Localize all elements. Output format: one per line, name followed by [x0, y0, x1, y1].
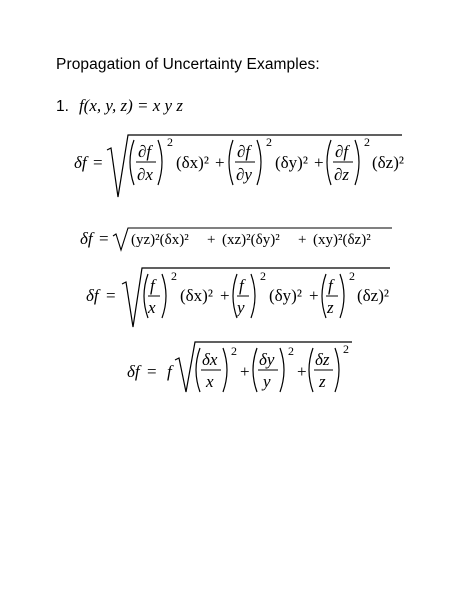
- svg-text:∂f: ∂f: [335, 142, 349, 161]
- svg-text:+: +: [220, 286, 230, 305]
- svg-text:+: +: [215, 153, 225, 172]
- svg-text:=: =: [106, 286, 116, 305]
- svg-text:+: +: [298, 232, 307, 248]
- svg-text:+: +: [309, 286, 319, 305]
- svg-text:y: y: [263, 372, 271, 391]
- svg-text:x: x: [206, 372, 214, 391]
- svg-text:(yz)²(δx)²: (yz)²(δx)²: [131, 232, 189, 248]
- svg-text:δx: δx: [202, 350, 218, 369]
- svg-text:∂y: ∂y: [236, 165, 252, 184]
- svg-text:=: =: [99, 229, 109, 248]
- svg-text:∂x: ∂x: [137, 165, 153, 184]
- page-heading: Propagation of Uncertainty Examples:: [56, 56, 320, 73]
- svg-text:2: 2: [171, 269, 177, 283]
- svg-text:δy: δy: [259, 350, 275, 369]
- example-number: 1.: [56, 98, 69, 115]
- svg-text:2: 2: [231, 344, 237, 358]
- svg-text:z: z: [327, 298, 334, 317]
- svg-text:f: f: [328, 276, 333, 295]
- example-function: f(x, y, z) = x y z: [78, 96, 183, 115]
- svg-text:z: z: [319, 372, 326, 391]
- svg-text:+: +: [314, 153, 324, 172]
- svg-text:+: +: [207, 232, 216, 248]
- equation-3-lhs: δf: [86, 286, 99, 305]
- svg-text:2: 2: [260, 269, 266, 283]
- svg-text:f: f: [167, 362, 172, 381]
- svg-text:(δy)²: (δy)²: [269, 286, 302, 305]
- svg-text:2: 2: [343, 342, 349, 356]
- svg-text:2: 2: [266, 135, 272, 149]
- svg-text:x: x: [148, 298, 156, 317]
- svg-text:=: =: [93, 153, 103, 172]
- svg-text:(δz)²: (δz)²: [372, 153, 404, 172]
- svg-text:(xz)²(δy)²: (xz)²(δy)²: [222, 232, 280, 248]
- svg-text:∂f: ∂f: [237, 142, 251, 161]
- svg-text:f: f: [150, 276, 155, 295]
- svg-text:+: +: [297, 362, 307, 381]
- svg-text:∂z: ∂z: [334, 165, 350, 184]
- svg-text:2: 2: [288, 344, 294, 358]
- equation-1-lhs: δf: [74, 153, 87, 172]
- svg-text:∂f: ∂f: [138, 142, 152, 161]
- svg-text:(δx)²: (δx)²: [176, 153, 209, 172]
- svg-text:y: y: [237, 298, 245, 317]
- svg-text:(δy)²: (δy)²: [275, 153, 308, 172]
- svg-text:δz: δz: [315, 350, 330, 369]
- svg-text:f: f: [239, 276, 244, 295]
- svg-text:(δx)²: (δx)²: [180, 286, 213, 305]
- svg-text:2: 2: [364, 135, 370, 149]
- svg-text:(δz)²: (δz)²: [357, 286, 389, 305]
- svg-text:=: =: [147, 362, 157, 381]
- equation-4-lhs: δf: [127, 362, 140, 381]
- svg-text:(xy)²(δz)²: (xy)²(δz)²: [313, 232, 371, 248]
- svg-text:+: +: [240, 362, 250, 381]
- equation-2-lhs: δf: [80, 229, 93, 248]
- svg-text:2: 2: [167, 135, 173, 149]
- svg-text:2: 2: [349, 269, 355, 283]
